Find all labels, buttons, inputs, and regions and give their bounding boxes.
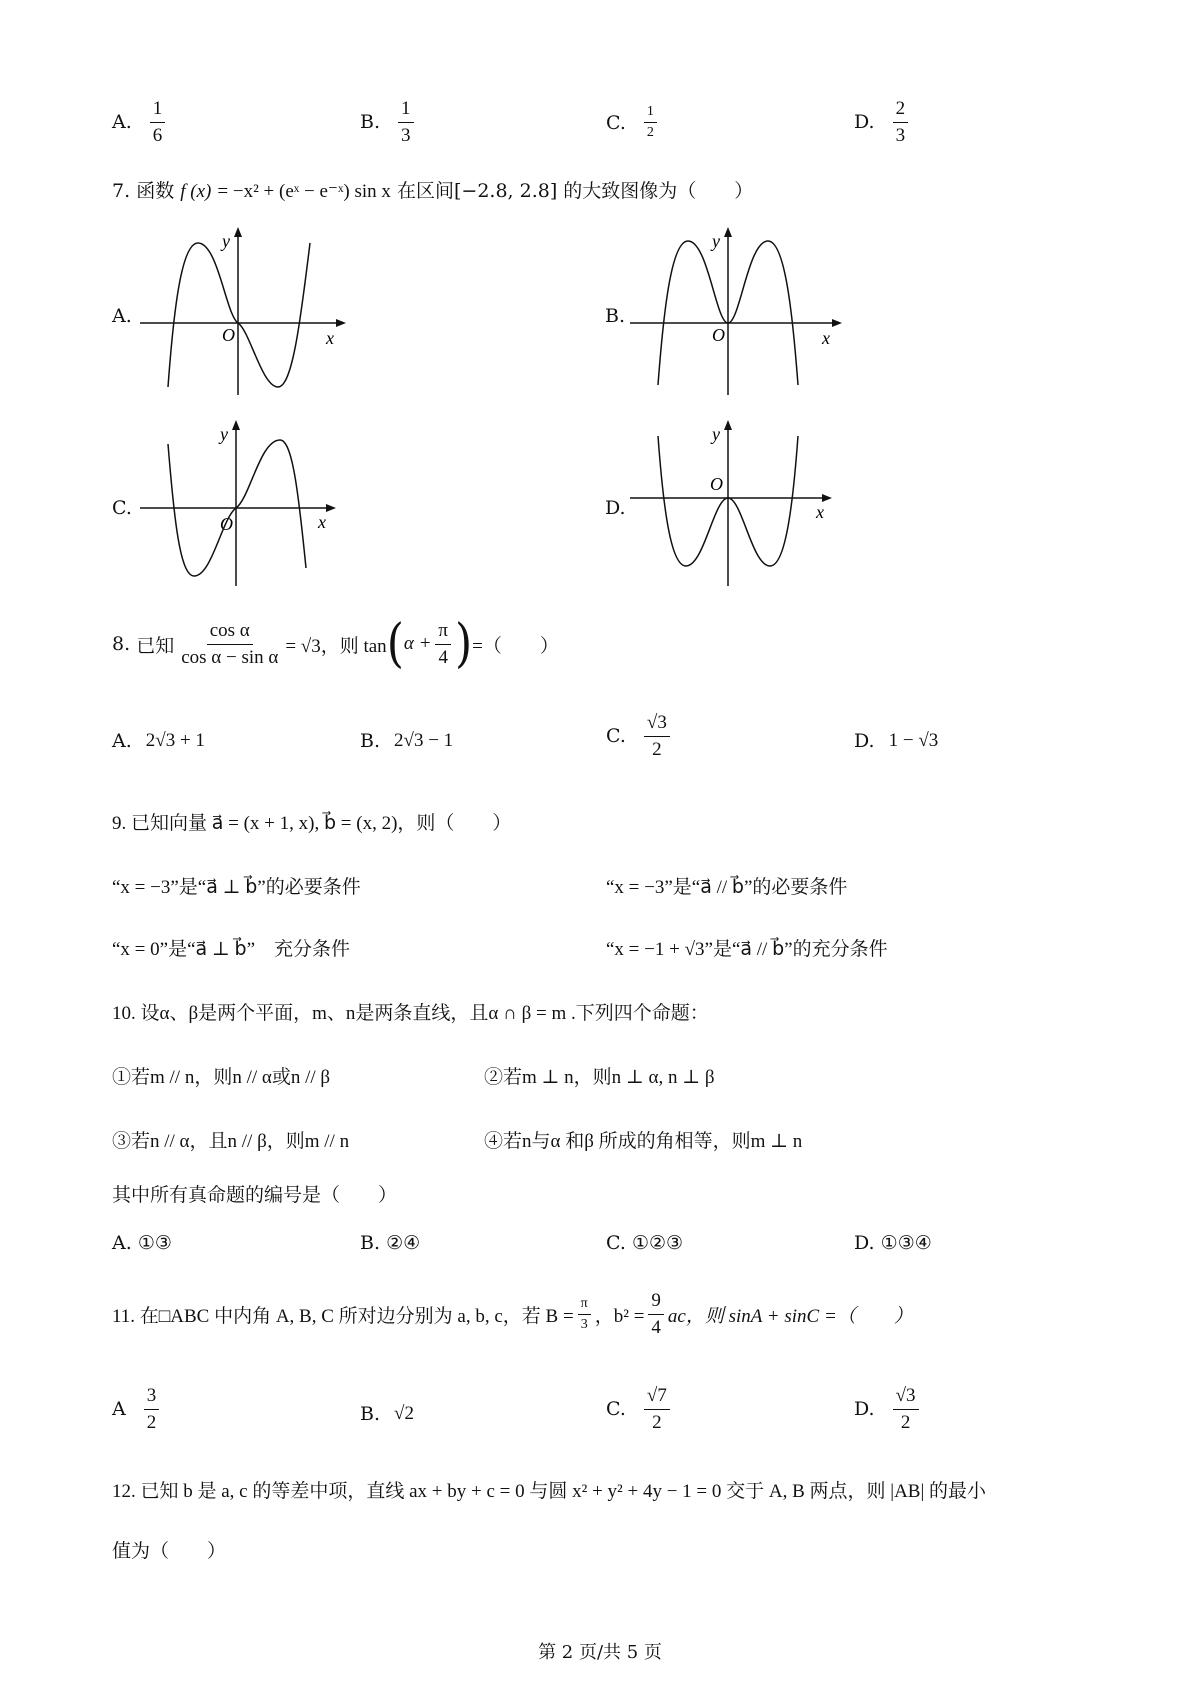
q10-prop-1: ①若m // n，则n // α或n // β xyxy=(112,1067,331,1088)
q12-line-1: 12. 已知 b 是 a, c 的等差中项，直线 ax + by + c = 0 与圆 x² + y² + 4y − 1 = 0 交于 A, B 两点，则 |AB| 的最小 xyxy=(112,1481,987,1502)
q12-line-2: 值为（ ） xyxy=(112,1540,227,1562)
q10-prop-3: ③若n // α，且n // β，则m // n xyxy=(112,1131,350,1152)
option-label: B. xyxy=(360,111,381,134)
q10-option-d[interactable]: D. ①③④ xyxy=(854,1232,932,1254)
q10-option-a[interactable]: A. ①③ xyxy=(112,1232,172,1254)
q6-option-a[interactable] xyxy=(112,98,169,147)
graph-label-a: A. xyxy=(112,305,132,327)
graph-c[interactable] xyxy=(140,418,350,593)
axis-x-label: x xyxy=(822,328,830,348)
origin-label: O xyxy=(222,325,235,345)
axis-y-label: y xyxy=(712,231,720,251)
axis-x-label: x xyxy=(326,328,334,348)
fraction: $\frac{\pi}{3}$ xyxy=(578,1296,591,1333)
q7-stem: 7. 函数 f (x) = −x² + (eˣ − e⁻ˣ) sin x 在区间[−2.8, 2.8] 的大致图像为（ ） xyxy=(112,180,754,202)
q9-option-a[interactable]: “x = −3”是“a⃗ ⊥ b⃗”的必要条件 xyxy=(112,877,361,898)
q10-prop-4: ④若n与α 和β 所成的角相等，则m ⊥ n xyxy=(484,1131,803,1152)
graph-label-b: B. xyxy=(605,305,626,327)
axis-y-label: y xyxy=(220,424,228,444)
q8-option-b[interactable]: B. 2√3 − 1 xyxy=(360,730,454,752)
origin-label: O xyxy=(220,514,233,534)
q9-option-c[interactable]: “x = 0”是“a⃗ ⊥ b⃗” 充分条件 xyxy=(112,939,351,960)
fraction: $\frac{\pi}{4}$ xyxy=(435,620,451,669)
q9-stem: 9. 已知向量 a⃗ = (x + 1, x), b⃗ = (x, 2)，则（ ） xyxy=(112,813,512,834)
q10-prop-2: ②若m ⊥ n，则n ⊥ α, n ⊥ β xyxy=(484,1067,715,1088)
axis-y-label: y xyxy=(712,424,720,444)
q8-stem: 8. 已知 $\frac{\text{cos α}}{\text{cos α − sin α}}$ = √3，则 tan ( α + $\frac{\pi}{4}$ ) =（ ） xyxy=(112,613,559,675)
q10-ask: 其中所有真命题的编号是（ ） xyxy=(112,1184,398,1206)
fraction: $\frac{\text{cos α}}{\text{cos α − sin α}}$ xyxy=(181,620,279,668)
graph-label-d: D. xyxy=(605,497,626,519)
q10-stem: 10. 设α、β是两个平面，m、n是两条直线，且α ∩ β = m .下列四个命题： xyxy=(112,1003,709,1024)
axis-y-label: y xyxy=(222,231,230,251)
q11-stem: 11. 在□ABC 中内角 A, B, C 所对边分别为 a, b, c，若 B = $\frac{\pi}{3}$ ，b² = $\frac{9}{4}$ ac，则 sinA + sinC =（ ） xyxy=(112,1290,913,1338)
q10-option-b[interactable]: B. ②④ xyxy=(360,1232,421,1254)
fraction: $\frac{2}{3}$ xyxy=(893,98,909,147)
axis-x-label: x xyxy=(816,502,824,522)
q9-option-d[interactable]: “x = −1 + √3”是“a⃗ // b⃗”的充分条件 xyxy=(606,939,888,960)
q8-option-c[interactable]: C. $\frac{√3}{2}$ xyxy=(606,712,674,761)
option-label: D. xyxy=(854,111,875,134)
page-footer: 第 2 页/共 5 页 xyxy=(538,1642,662,1663)
fraction: $\frac{1}{3}$ xyxy=(398,98,414,147)
graph-d[interactable] xyxy=(630,418,845,593)
q8-option-d[interactable]: D. 1 − √3 xyxy=(854,730,939,752)
q6-option-d[interactable] xyxy=(854,98,912,147)
fraction: $\frac{1}{6}$ xyxy=(150,98,166,147)
option-label: A. xyxy=(112,111,132,134)
option-label: C. xyxy=(606,111,626,134)
q6-option-c[interactable] xyxy=(606,104,661,141)
origin-label: O xyxy=(712,325,725,345)
axis-x-label: x xyxy=(318,512,326,532)
q11-option-a[interactable]: A $\frac{3}{2}$ xyxy=(112,1385,163,1434)
q8-option-a[interactable]: A. 2√3 + 1 xyxy=(112,730,205,752)
q11-option-c[interactable]: C. $\frac{√7}{2}$ xyxy=(606,1385,674,1434)
fraction: $\frac{9}{4}$ xyxy=(648,1290,664,1339)
q11-option-d[interactable]: D. $\frac{√3}{2}$ xyxy=(854,1385,923,1434)
q6-option-b[interactable] xyxy=(360,98,418,147)
fraction: $\frac{1}{2}$ xyxy=(644,104,657,141)
origin-label: O xyxy=(710,474,723,494)
graph-b[interactable] xyxy=(630,225,845,400)
q10-option-c[interactable]: C. ①②③ xyxy=(606,1232,684,1254)
graph-label-c: C. xyxy=(112,497,132,519)
q11-option-b[interactable]: B. √2 xyxy=(360,1403,414,1425)
graph-a[interactable] xyxy=(140,225,350,400)
q9-option-b[interactable]: “x = −3”是“a⃗ // b⃗”的必要条件 xyxy=(606,877,848,898)
